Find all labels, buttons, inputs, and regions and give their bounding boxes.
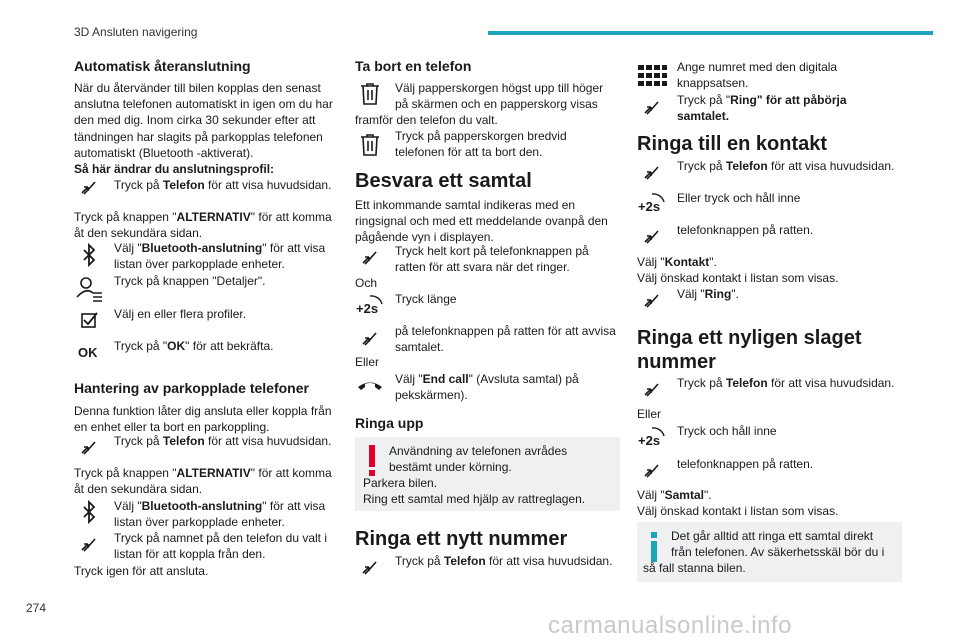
step-start-call bbox=[677, 92, 847, 124]
tap-icon bbox=[637, 374, 667, 404]
text-bold: Telefon bbox=[725, 159, 768, 173]
text: Tryck på " bbox=[677, 93, 731, 107]
text-bold: End call bbox=[422, 372, 469, 386]
text-line: Välj papperskorgen högst upp till höger bbox=[395, 81, 604, 95]
text-bold: OK bbox=[167, 339, 186, 353]
text: Välj " bbox=[677, 287, 705, 301]
text-line: ratten för att svara när det ringer. bbox=[395, 260, 570, 275]
text-line: När du återvänder till bilen kopplas den senast bbox=[74, 81, 321, 95]
step-select-contact bbox=[637, 254, 838, 286]
tap-icon bbox=[637, 157, 667, 187]
text: Tryck på knappen " bbox=[74, 210, 177, 224]
text: Tryck på bbox=[395, 554, 444, 568]
heading-answer-call: Besvara ett samtal bbox=[355, 170, 532, 192]
text-line: Det går alltid att ringa ett samtal direkt bbox=[671, 529, 874, 543]
running-header: 3D Ansluten navigering bbox=[74, 25, 198, 39]
text-line: ringsignal och med ett meddelande ovanpå den bbox=[355, 214, 608, 229]
tap-icon bbox=[74, 172, 104, 202]
text-line: den med dig. Inom cirka 30 sekunder efter att bbox=[74, 113, 316, 128]
text: för att visa huvudsidan. bbox=[204, 178, 332, 192]
step-open-phone-3 bbox=[395, 553, 612, 569]
text-bold: Telefon bbox=[725, 376, 768, 390]
text-line: Tryck helt kort på telefonknappen på bbox=[395, 244, 589, 258]
text: " för att bekräfta. bbox=[185, 339, 274, 353]
tap-icon bbox=[637, 221, 667, 251]
step-profiles: Välj en eller flera profiler. bbox=[114, 307, 247, 321]
text: Tryck på bbox=[114, 434, 163, 448]
paragraph-answer bbox=[355, 197, 608, 246]
text-line: Välj önskad kontakt i listan som visas. bbox=[637, 504, 839, 519]
text: ". bbox=[731, 287, 739, 301]
text: Tryck på " bbox=[114, 339, 168, 353]
text-line: anslutna telefonen automatiskt in igen om du har bbox=[74, 97, 333, 112]
text-bold: Ring" för att påbörja bbox=[730, 93, 847, 107]
step-steering-button-2: telefonknappen på ratten. bbox=[677, 457, 814, 471]
text-line: bestämt under körning. bbox=[389, 460, 512, 475]
svg-text:+2s: +2s bbox=[638, 199, 661, 214]
hang-up-icon bbox=[355, 371, 385, 401]
info-box bbox=[637, 522, 902, 582]
text-line: samtalet. bbox=[395, 340, 444, 355]
tap-icon bbox=[355, 323, 385, 353]
heading-new-number: Ringa ett nytt nummer bbox=[355, 528, 568, 550]
text-line: åt den sekundära sidan. bbox=[74, 482, 203, 497]
trash-icon bbox=[355, 129, 385, 159]
step-select-trash bbox=[395, 80, 603, 112]
step-long-press: Tryck länge bbox=[395, 292, 457, 306]
info-icon-dot bbox=[651, 532, 657, 538]
page-number: 274 bbox=[26, 601, 47, 615]
step-enter-number bbox=[677, 59, 837, 91]
text-bold: ALTERNATIV bbox=[176, 466, 251, 480]
hold-2s-icon bbox=[637, 424, 667, 454]
text-bold: Telefon bbox=[162, 434, 205, 448]
text-or: Eller bbox=[637, 407, 662, 421]
text-bold: Telefon bbox=[443, 554, 486, 568]
text-line: från telefonen. Av säkerhetsskäl bör du i bbox=[671, 545, 885, 560]
text-line: listan över parkopplade enheter. bbox=[114, 515, 285, 530]
text: " för att komma bbox=[250, 210, 332, 224]
text-line: Ringa ett nyligen slaget bbox=[637, 327, 862, 349]
step-options-2 bbox=[74, 465, 332, 497]
warning-advice bbox=[363, 475, 585, 507]
step-open-phone-5 bbox=[677, 375, 894, 391]
step-tap-trash bbox=[395, 128, 567, 160]
text: Välj " bbox=[114, 241, 142, 255]
step-reconnect: Tryck igen för att ansluta. bbox=[74, 564, 209, 578]
step-select-calls bbox=[637, 487, 838, 519]
text-line: pågående vyn i displayen. bbox=[355, 230, 494, 245]
bluetooth-icon bbox=[74, 240, 104, 270]
step-bluetooth-2 bbox=[114, 498, 325, 530]
text-line: på telefonknappen på ratten för att avvisa bbox=[395, 324, 616, 338]
text: " för att visa bbox=[262, 241, 326, 255]
tap-icon bbox=[637, 285, 667, 315]
step-options bbox=[74, 209, 332, 241]
text-line: Ange numret med den digitala bbox=[677, 60, 838, 74]
heading-manage-paired: Hantering av parkopplade telefoner bbox=[74, 380, 309, 396]
step-hold-2: Tryck och håll inne bbox=[677, 424, 777, 438]
text-line: Parkera bilen. bbox=[363, 476, 438, 490]
tap-icon bbox=[637, 92, 667, 122]
warning-icon bbox=[369, 445, 375, 467]
text-line-bold: Så här ändrar du anslutningsprofil: bbox=[74, 162, 275, 177]
hold-2s-icon bbox=[355, 292, 385, 322]
step-open-phone bbox=[114, 177, 331, 193]
text-line: Tryck på namnet på den telefon du valt i bbox=[114, 531, 328, 545]
checkbox-icon bbox=[74, 305, 104, 335]
text: Välj " bbox=[395, 372, 423, 386]
text: för att visa huvudsidan. bbox=[767, 376, 895, 390]
header-accent-bar bbox=[488, 31, 933, 35]
info-text bbox=[671, 528, 884, 560]
text-bold: Samtal bbox=[664, 488, 704, 502]
info-icon bbox=[651, 541, 657, 562]
profile-details-icon bbox=[74, 273, 104, 303]
text-line: listan för att koppla från den. bbox=[114, 547, 266, 562]
trash-icon bbox=[355, 78, 385, 108]
tap-icon bbox=[355, 552, 385, 582]
text: Välj " bbox=[637, 488, 665, 502]
text: " för att komma bbox=[250, 466, 332, 480]
text-line: Välj önskad kontakt i listan som visas. bbox=[637, 271, 839, 286]
heading-auto-reconnect: Automatisk återanslutning bbox=[74, 58, 251, 74]
step-hold: Eller tryck och håll inne bbox=[677, 191, 801, 205]
step-disconnect bbox=[114, 530, 327, 562]
warning-text bbox=[389, 443, 567, 475]
text-bold: Bluetooth-anslutning bbox=[141, 241, 263, 255]
text-line: Denna funktion låter dig ansluta eller koppla från bbox=[74, 404, 332, 418]
text-line-bold: samtalet. bbox=[677, 109, 730, 124]
text: Välj " bbox=[114, 499, 142, 513]
text-line: nummer bbox=[637, 351, 716, 373]
text-bold: Telefon bbox=[162, 178, 205, 192]
text: ". bbox=[709, 255, 717, 269]
step-steering-button: telefonknappen på ratten. bbox=[677, 223, 814, 237]
text-line: så fall stanna bilen. bbox=[643, 561, 746, 575]
warning-box bbox=[355, 437, 620, 511]
watermark: carmanualsonline.info bbox=[548, 612, 792, 639]
text: för att visa huvudsidan. bbox=[204, 434, 332, 448]
text-bold: Kontakt bbox=[664, 255, 710, 269]
heading-call-contact: Ringa till en kontakt bbox=[637, 133, 828, 155]
text: Tryck på bbox=[677, 376, 726, 390]
step-details: Tryck på knappen "Detaljer". bbox=[114, 274, 266, 288]
tap-icon bbox=[355, 242, 385, 272]
text: Tryck på knappen " bbox=[74, 466, 177, 480]
text-line: Ett inkommande samtal indikeras med en bbox=[355, 198, 576, 212]
text-line: pekskärmen). bbox=[395, 388, 468, 403]
paragraph-auto-reconnect bbox=[74, 80, 333, 177]
step-ring bbox=[677, 286, 739, 302]
step-ok bbox=[114, 338, 273, 354]
text-bold: Ring bbox=[704, 287, 732, 301]
step-end-call bbox=[395, 371, 579, 403]
text: " för att visa bbox=[262, 499, 326, 513]
text-and: Och bbox=[355, 276, 378, 290]
text: Välj " bbox=[637, 255, 665, 269]
text: ". bbox=[703, 488, 712, 502]
text: Tryck på bbox=[114, 178, 163, 192]
text: för att visa huvudsidan. bbox=[485, 554, 613, 568]
heading-remove-phone: Ta bort en telefon bbox=[355, 58, 472, 74]
step-open-phone-4 bbox=[677, 158, 894, 174]
text: för att visa huvudsidan. bbox=[767, 159, 895, 173]
tap-icon bbox=[74, 432, 104, 462]
paragraph-manage bbox=[74, 403, 332, 435]
text-line: en enhet eller ta bort en parkoppling. bbox=[74, 420, 270, 435]
text-line: Tryck på papperskorgen bredvid bbox=[395, 129, 567, 143]
text-line: åt den sekundära sidan. bbox=[74, 226, 203, 241]
svg-text:OK: OK bbox=[78, 345, 98, 360]
step-bluetooth bbox=[114, 240, 325, 272]
text-line: tändningen har slagits på parkopplas telefonen bbox=[74, 129, 323, 144]
tap-icon bbox=[74, 529, 104, 559]
heading-call-up: Ringa upp bbox=[355, 415, 424, 431]
keypad-icon bbox=[637, 62, 667, 92]
text: " (Avsluta samtal) på bbox=[468, 372, 579, 386]
svg-text:+2s: +2s bbox=[356, 301, 379, 316]
text-line: listan över parkopplade enheter. bbox=[114, 257, 285, 272]
text-line: på skärmen och en papperskorg visas bbox=[395, 97, 598, 112]
text-line: automatiskt (Bluetooth -aktiverat). bbox=[74, 145, 254, 160]
bluetooth-icon bbox=[74, 497, 104, 527]
text-line: knappsatsen. bbox=[677, 76, 749, 91]
text-bold: Bluetooth-anslutning bbox=[141, 499, 263, 513]
svg-text:+2s: +2s bbox=[638, 433, 661, 448]
text-line: Ring ett samtal med hjälp av rattreglagen. bbox=[363, 492, 586, 507]
text-bold: ALTERNATIV bbox=[176, 210, 251, 224]
step-reject bbox=[395, 323, 616, 355]
text: Tryck på bbox=[677, 159, 726, 173]
text-line: telefonen för att ta bort den. bbox=[395, 145, 543, 160]
text-line: Användning av telefonen avrådes bbox=[389, 444, 568, 458]
step-short-press bbox=[395, 243, 589, 275]
text-line: framför den telefon du valt. bbox=[355, 113, 498, 127]
hold-2s-icon bbox=[637, 190, 667, 220]
step-open-phone-2 bbox=[114, 433, 331, 449]
tap-icon bbox=[637, 455, 667, 485]
text-or: Eller bbox=[355, 355, 380, 369]
ok-icon bbox=[74, 337, 104, 367]
heading-recent-number bbox=[637, 326, 861, 374]
